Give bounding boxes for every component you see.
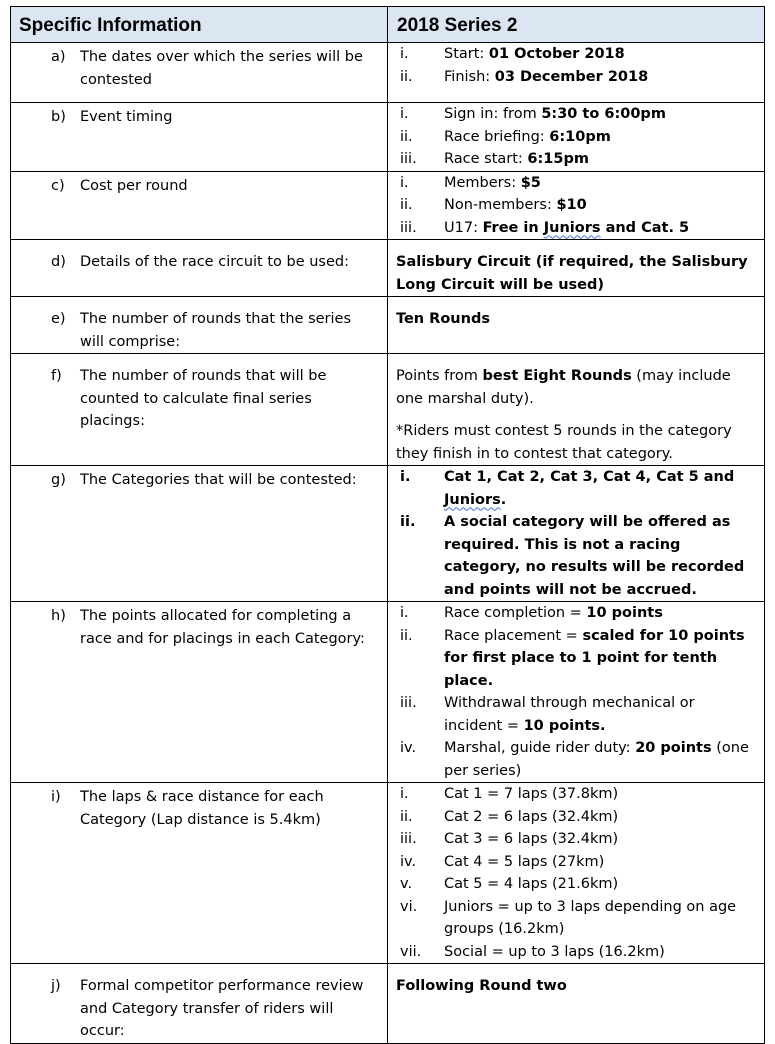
row-letter: h): [51, 608, 66, 624]
text-run: Free in: [482, 219, 544, 236]
list-item: [388, 66, 758, 89]
question-text: The Categories that will be contested:: [80, 472, 357, 488]
text-run: Salisbury Circuit (if required, the Salisbury Long Circuit will be used): [396, 254, 748, 293]
text-run: Juniors = up to 3 laps depending on age groups (16.2km): [444, 898, 737, 937]
item-number: i.: [400, 605, 409, 621]
table-row: [11, 964, 765, 1044]
table-row: [11, 602, 765, 783]
text-run: 01 October 2018: [488, 46, 625, 62]
text-run: Points from: [396, 368, 483, 384]
text-run: Cat 3 = 6 laps (32.4km): [444, 831, 619, 847]
text-run: Race completion =: [444, 605, 587, 621]
answer-cell: [388, 783, 765, 964]
text-run: 03 December 2018: [494, 68, 649, 85]
text-run: (may include one marshal duty).: [396, 368, 731, 407]
text-run: and Cat. 5: [600, 219, 690, 236]
question: [11, 297, 387, 353]
list-item: [388, 851, 758, 874]
item-text: [426, 66, 758, 89]
header-specific-information: Specific Information: [11, 7, 388, 43]
answer-cell: [388, 466, 765, 602]
answer-list: [388, 602, 758, 782]
question-text: Details of the race circuit to be used:: [80, 254, 350, 270]
question-cell: [11, 354, 388, 466]
question-text: The laps & race distance for each Category (Lap distance is 5.4km): [80, 789, 324, 828]
question: [11, 602, 387, 650]
item-number: iii.: [400, 151, 417, 167]
text-run: $10: [556, 197, 587, 213]
answer-cell: [388, 43, 765, 103]
list-item: [388, 126, 758, 149]
answer-paragraph: [396, 420, 756, 465]
text-run: Sign in: from: [444, 106, 542, 122]
item-number: i.: [400, 46, 409, 62]
list-item: [388, 873, 758, 896]
text-run: Race briefing:: [444, 128, 550, 145]
question-text: The number of rounds that the series will comprise:: [80, 311, 352, 350]
answer-list: [388, 466, 758, 601]
text-run: U17:: [444, 219, 483, 236]
item-text: [426, 783, 758, 806]
text-run: Cat 1, Cat 2, Cat 3, Cat 4, Cat 5 and: [444, 469, 735, 485]
header-series: 2018 Series 2: [388, 7, 765, 43]
item-number: ii.: [400, 68, 413, 85]
text-run: Cat 4 = 5 laps (27km): [444, 853, 605, 870]
text-run: Marshal, guide rider duty:: [444, 740, 636, 756]
text-run: Cat 1 = 7 laps (37.8km): [444, 786, 619, 802]
item-number: iii.: [400, 695, 417, 711]
text-run: .: [500, 491, 507, 508]
list-item: [388, 103, 758, 126]
text-run: *Riders must contest 5 rounds in the category they finish in to contest that category.: [396, 423, 732, 462]
item-number: iv.: [400, 853, 417, 870]
item-text: [426, 737, 758, 782]
question: [11, 172, 387, 198]
question-cell: [11, 103, 388, 172]
item-number: iv.: [400, 740, 417, 756]
item-number: vi.: [400, 898, 418, 915]
text-run: 20 points: [635, 740, 712, 756]
item-text: [426, 43, 758, 66]
question: [11, 964, 387, 1043]
table-row: [11, 43, 765, 103]
answer-cell: [388, 964, 765, 1044]
item-number: ii.: [400, 197, 413, 213]
item-text: [426, 103, 758, 126]
list-item: [388, 43, 758, 66]
answer: [388, 602, 764, 782]
text-run: best Eight Rounds: [482, 368, 632, 384]
row-letter: f): [51, 368, 62, 384]
text-run: Non-members:: [444, 197, 557, 213]
text-run: Start:: [444, 46, 489, 62]
item-text: [426, 828, 758, 851]
table-header-row: [11, 7, 765, 43]
answer-cell: [388, 297, 765, 354]
series-info-table: [10, 6, 765, 1044]
row-letter: i): [51, 789, 61, 805]
table-row: [11, 297, 765, 354]
answer: [388, 466, 764, 601]
item-number: ii.: [400, 808, 413, 825]
answer-cell: [388, 171, 765, 240]
list-item: [388, 148, 758, 171]
question: [11, 354, 387, 433]
table-row: [11, 171, 765, 240]
item-text: [426, 172, 758, 195]
answer: [388, 297, 764, 331]
text-run: scaled for 10 points for first place to 1 point for tenth place.: [444, 627, 745, 689]
row-letter: g): [51, 472, 66, 488]
question-cell: [11, 43, 388, 103]
question: [11, 43, 387, 91]
table-body: [11, 43, 765, 1044]
question-text: Event timing: [80, 109, 173, 125]
list-item: [388, 511, 758, 601]
question: [11, 783, 387, 831]
row-letter: a): [51, 49, 66, 65]
text-run: Cat 2 = 6 laps (32.4km): [444, 808, 619, 825]
text-run: Following Round two: [396, 978, 567, 994]
table-row: [11, 103, 765, 172]
answer: [388, 354, 764, 465]
text-run: (one per series): [444, 740, 749, 779]
list-item: [388, 625, 758, 693]
item-text: [426, 692, 758, 737]
answer: [388, 43, 764, 88]
answer: [388, 240, 764, 296]
question-text: Formal competitor performance review and Category transfer of riders will occur:: [80, 978, 364, 1039]
answer-cell: [388, 602, 765, 783]
text-run: 10 points: [586, 605, 663, 621]
text-run: Ten Rounds: [396, 311, 490, 327]
answer-paragraph: [396, 975, 756, 998]
answer: [388, 783, 764, 963]
answer-list: [388, 103, 758, 171]
row-letter: j): [51, 978, 61, 994]
text-run: Finish:: [444, 68, 495, 85]
item-text: [426, 194, 758, 217]
question: [11, 240, 387, 274]
item-text: [426, 896, 758, 941]
text-run: 6:15pm: [527, 151, 589, 167]
item-text: [426, 602, 758, 625]
list-item: [388, 783, 758, 806]
item-number: ii.: [400, 514, 416, 530]
question: [11, 466, 387, 492]
question-cell: [11, 171, 388, 240]
list-item: [388, 806, 758, 829]
question-cell: [11, 466, 388, 602]
list-item: [388, 737, 758, 782]
text-run: Race start:: [444, 151, 528, 167]
table-row: [11, 783, 765, 964]
text-run: $5: [520, 174, 541, 191]
item-number: v.: [400, 876, 413, 892]
answer-cell: [388, 354, 765, 466]
answer: [388, 103, 764, 171]
answer-list: [388, 43, 758, 88]
item-text: [426, 217, 758, 240]
answer: [388, 964, 764, 998]
list-item: [388, 602, 758, 625]
answer-list: [388, 172, 758, 240]
question: [11, 103, 387, 129]
text-run: Cat 5 = 4 laps (21.6km): [444, 876, 619, 892]
list-item: [388, 194, 758, 217]
text-run: 5:30 to 6:00pm: [541, 106, 666, 122]
question-cell: [11, 964, 388, 1044]
item-text: [426, 511, 758, 601]
item-text: [426, 126, 758, 149]
text-run: Withdrawal through mechanical or incident =: [444, 695, 695, 734]
list-item: [388, 692, 758, 737]
text-run: 6:10pm: [549, 128, 611, 145]
row-letter: e): [51, 311, 66, 327]
text-run: A social category will be offered as required. This is not a racing category, no results will be recorded and points will not be accrued.: [444, 514, 745, 598]
row-letter: c): [51, 177, 65, 194]
text-run: Members:: [444, 174, 521, 191]
item-text: [426, 851, 758, 874]
item-text: [426, 148, 758, 171]
text-run: Juniors: [444, 491, 501, 508]
table-row: [11, 466, 765, 602]
text-run: Race placement =: [444, 627, 583, 644]
answer-paragraph: [396, 251, 756, 296]
answer-list: [388, 783, 758, 963]
answer-paragraph: [396, 365, 756, 410]
list-item: [388, 896, 758, 941]
answer: [388, 172, 764, 240]
answer-cell: [388, 240, 765, 297]
list-item: [388, 466, 758, 511]
item-number: i.: [400, 106, 409, 122]
answer-paragraph: [396, 308, 756, 331]
list-item: [388, 172, 758, 195]
question-cell: [11, 783, 388, 964]
item-text: [426, 806, 758, 829]
question-cell: [11, 240, 388, 297]
text-run: Juniors: [543, 219, 601, 236]
question-text: The number of rounds that will be counted to calculate final series placings:: [80, 368, 327, 429]
answer-cell: [388, 103, 765, 172]
row-letter: b): [51, 109, 66, 125]
row-letter: d): [51, 254, 66, 270]
item-number: iii.: [400, 219, 417, 236]
item-number: ii.: [400, 128, 413, 145]
item-number: vii.: [400, 943, 422, 960]
list-item: [388, 941, 758, 964]
list-item: [388, 217, 758, 240]
text-run: Social = up to 3 laps (16.2km): [444, 943, 665, 960]
item-number: i.: [400, 469, 411, 485]
question-text: The points allocated for completing a race and for placings in each Category:: [80, 608, 365, 647]
table-row: [11, 240, 765, 297]
item-number: iii.: [400, 831, 417, 847]
question-text: The dates over which the series will be contested: [80, 49, 363, 88]
list-item: [388, 828, 758, 851]
text-run: 10 points.: [523, 717, 606, 734]
question-text: Cost per round: [80, 177, 188, 194]
question-cell: [11, 297, 388, 354]
item-text: [426, 941, 758, 964]
item-text: [426, 873, 758, 896]
table-row: [11, 354, 765, 466]
item-number: ii.: [400, 627, 413, 644]
item-number: i.: [400, 174, 409, 191]
item-text: [426, 466, 758, 511]
item-number: i.: [400, 786, 409, 802]
question-cell: [11, 602, 388, 783]
item-text: [426, 625, 758, 693]
